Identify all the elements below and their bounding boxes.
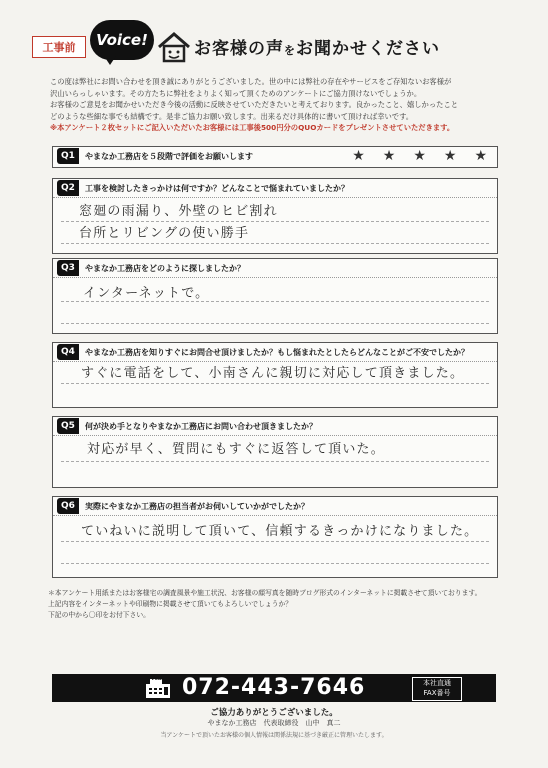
fax-bar [52,674,496,702]
publication-notes [48,588,518,621]
question-text: やまなか工務店をどのように探しましたか？ [85,263,245,273]
answer-text: インターネットで。 [83,286,210,301]
star-icon[interactable]: ★ [382,148,396,164]
page-title [194,34,440,59]
title-part-3: お聞かせください [296,39,440,59]
question-text: 何が決め手となりやまなか工務店にお問い合わせ頂きましたか？ [85,421,317,431]
quo-card-notice: ※本アンケート２枚セットにご記入いただいたお客様には工事後500円分のQUOカードをプレゼントさせていただきます。 [50,123,455,133]
question-5 [52,416,498,488]
question-text: やまなか工務店を５段階で評価をお願いします [85,151,253,161]
note-line: 上記内容をインターネットや印刷物に掲載させて頂いてもよろしいでしょうか？ [48,600,293,608]
title-part-2: 声 [266,39,284,59]
question-number: Q3 [57,260,79,276]
question-text: 工事を検討したきっかけは何ですか？どんなことで悩まれていましたか？ [85,183,349,193]
note-line: 下記の中から〇印をお付下さい。 [48,611,150,619]
note-line: ＊本アンケート用紙またはお客様宅の調査風景や施工状況、お客様の顔写真を随時ブログ形式のインターネットに掲載させて頂いております。 [48,589,482,597]
fax-label: FAX [151,675,165,682]
intro-line: 沢山いらっしゃいます。その方たちに弊社をよりよく知って頂くためのアンケートにご協力頂けないでしょうか。 [50,88,422,98]
house-icon [156,30,192,64]
badge-line: FAX番号 [423,689,451,697]
answer-text: すぐに電話をして、小南さんに親切に対応して頂きました。 [81,366,465,381]
question-number: Q5 [57,418,79,434]
voice-bubble: Voice! [90,20,154,60]
intro-line: この度は弊社にお問い合わせを頂き誠にありがとうございました。世の中には弊社の存在やサービスをご存知ないお客様が [50,77,452,86]
question-number: Q4 [57,344,79,360]
question-6 [52,496,498,578]
badge-line: 本社直通 [423,679,451,687]
star-icon[interactable]: ★ [474,148,487,164]
question-number: Q6 [57,498,79,514]
question-1 [52,146,498,168]
star-icon[interactable]: ★ [352,148,365,164]
voice-bubble-tail [104,56,116,65]
answer-text: 窓廻の雨漏り、外壁のヒビ割れ [79,204,278,219]
question-number: Q1 [57,148,79,164]
title-particle: を [284,44,296,57]
intro-line: お客様のご意見をお聞かせいただき今後の活動に反映させていただきたいと考えております。良かったこと、嬉しかったこと [50,100,459,110]
intro-line: どのような些細な事でも結構です。是非ご協力お願い致します。出来るだけ具体的に書いて頂ければ幸いです。 [50,111,414,121]
fax-number[interactable]: 072-443-7646 [182,675,366,700]
pre-construction-tag: 工事前 [32,36,86,58]
fax-badge [412,677,462,701]
intro-text [50,76,510,134]
title-part-1: お客様の [194,39,266,59]
thanks-text: ご協力ありがとうございました。 [210,708,338,718]
question-4 [52,342,498,408]
star-icon[interactable]: ★ [443,148,457,164]
answer-text: ていねいに説明して頂いて、信頼するきっかけになりました。 [81,524,479,539]
answer-text: 対応が早く、質問にもすぐに返答して頂いた。 [87,442,385,457]
question-text: やまなか工務店を知りすぐにお問合せ頂けましたか？もし悩まれたとしたらどんなことがご不安でしたか？ [85,347,469,357]
question-text: 実際にやまなか工務店の担当者がお伺いしていかがでしたか？ [85,501,309,511]
answer-text: 台所とリビングの使い勝手 [79,226,250,241]
representative-text: やまなか工務店 代表取締役 山中 真二 [207,719,341,727]
rating-stars[interactable] [352,149,487,163]
question-number: Q2 [57,180,79,196]
star-icon[interactable]: ★ [413,148,426,164]
question-3 [52,258,498,334]
privacy-notice: 当アンケートで頂いたお客様の個人情報は関係法規に基づき厳正に管理いたします。 [160,732,388,739]
question-2 [52,178,498,254]
